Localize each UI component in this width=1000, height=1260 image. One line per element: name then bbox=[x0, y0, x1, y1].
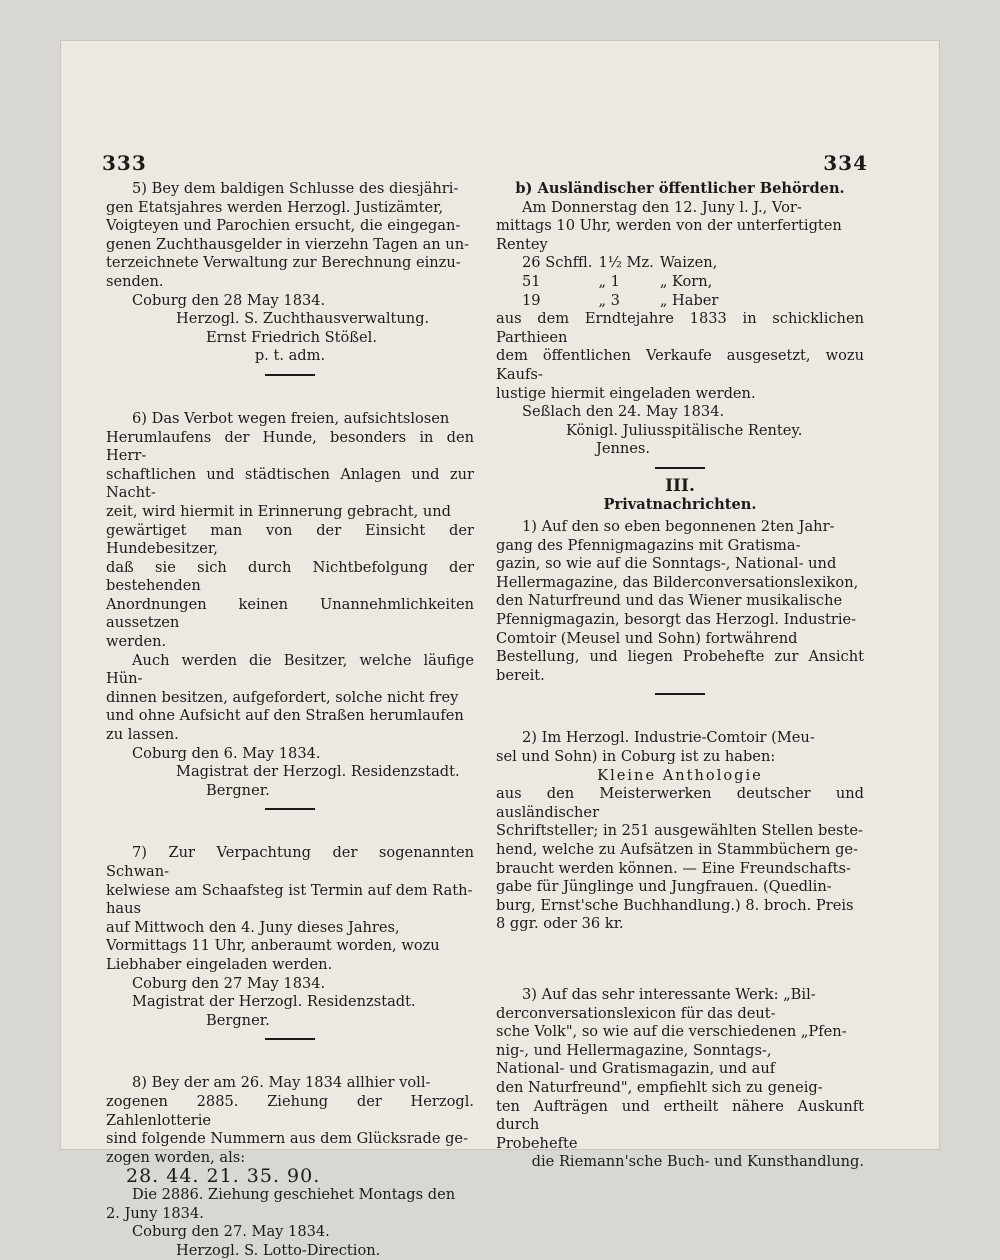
signer-name: Bergner. bbox=[206, 781, 270, 799]
signer-note: p. t. adm. bbox=[254, 347, 326, 365]
notice-6 bbox=[106, 410, 474, 800]
signature: Magistrat der Herzogl. Residenzstadt. bbox=[176, 763, 460, 781]
right-column bbox=[496, 180, 864, 1172]
notice-grain-sale: Am Donnerstag den 12. Juny l. J., Vor- mittags 10 Uhr, werden von der unterfertigten Rentey 26 Schffl. 1½ Mz. Waizen, 51 „ 1 „ Korn, 19 „ 3 „ Haber aus dem Erndtejahre 1833 in schicklichen Parthieen dem öffentlichen Verkaufe ausgesetzt, wozu Kaufs- lustige hiermit eingeladen werden. Seßlach den 24. May 1834. Königl. Juliusspitälische Rentey. Jennes. bbox=[496, 198, 864, 458]
separator-rule bbox=[265, 808, 315, 810]
signer-name: Ernst Friedrich Stößel. bbox=[206, 328, 377, 346]
table-row: 26 Schffl. 1½ Mz. Waizen, bbox=[522, 254, 718, 272]
signature: Magistrat der Herzogl. Residenzstadt. bbox=[132, 993, 416, 1011]
private-notice-2: 2) Im Herzogl. Industrie-Comtoir (Meu- sel und Sohn) in Coburg ist zu haben: Kleine Anthologie aus den Meisterwerken deutscher und ausländischer Schriftsteller; in 251 ausgewählten Stellen beste- hend, welche zu Aufsätzen in Stammbüchern ge- braucht werden können. — Eine Freundschafts- gabe für Jünglinge und Jungfrauen. (Quedlin- burg, Ernst'sche Buchhandlung.) 8. broch. Preis 8 ggr. oder 36 kr. bbox=[496, 729, 864, 933]
signature: Herzogl. S. Zuchthausverwaltung. bbox=[176, 310, 430, 328]
signature: Herzogl. S. Lotto-Direction. bbox=[176, 1241, 381, 1259]
left-column bbox=[106, 180, 474, 1260]
page-number-right: 334 bbox=[823, 151, 868, 175]
private-notice-1: 1) Auf den so eben begonnenen 2ten Jahr- gang des Pfennigmagazins mit Gratisma- gazin, so wie auf die Sonntags-, National- und Hellermagazine, das Bilderconversationslexikon, den Naturfreund und das Wiener musikalische Pfennigmagazin, besorgt das Herzogl. Industrie- Comtoir (Meusel und Sohn) fortwährend Bestellung, und liegen Probehefte zur Ansicht bereit. bbox=[496, 518, 864, 684]
notice-5-text: 5) Bey dem baldigen Schlusse des diesjähri- gen Etatsjahres werden Herzogl. Justizämter, Voigteyen und Parochien ersucht, die eingegan- genen Zuchthausgelder in vierzehn Tagen an un- terzeichnete Verwaltung zur Berechnung einzu- senden. bbox=[106, 180, 470, 290]
private-notice-3: 3) Auf das sehr interessante Werk: „Bil- derconversationslexicon für das deut- sche Volk", so wie auf die verschiedenen „Pfen- nig-, und Hellermagazine, Sonntags-, National- und Gratismagazin, und auf den Naturfreund", empfiehlt sich zu geneig- ten Aufträgen und ertheilt nähere Auskunft durch Probehefte die Riemann'sche Buch- und Kunsthandlung. bbox=[496, 985, 864, 1171]
separator-rule bbox=[655, 693, 705, 695]
notice-7 bbox=[106, 844, 474, 1030]
notice-6-text: 6) Das Verbot wegen freien, aufsichtslosen Herumlaufens der Hunde, besonders in den Herr- schaftlichen und städtischen Anlagen und zur Nacht- zeit, wird hiermit in Erinnerung gebracht, und gewärtiget man von der Einsicht der Hundebesitzer, daß sie sich durch Nichtbefolgung der bestehenden Anordnungen keinen Unannehmlichkeiten aussetzen werden. Auch werden die Besitzer, welche läufige Hün- dinnen besitzen, aufgefordert, solche nicht frey und ohne Aufsicht auf den Straßen herumlaufen zu lassen. bbox=[106, 409, 474, 744]
notice-7-text: 7) Zur Verpachtung der sogenannten Schwan- kelwiese am Schaafsteg ist Termin auf dem Rath- haus auf Mittwoch den 4. Juny dieses Jahres, Vormittags 11 Uhr, anberaumt worden, wozu Liebhaber eingeladen werden. bbox=[106, 844, 474, 973]
date-line: Seßlach den 24. May 1834. bbox=[522, 403, 725, 421]
signature: die Riemann'sche Buch- und Kunsthandlung. bbox=[531, 1153, 864, 1171]
signer-name: Jennes. bbox=[596, 440, 651, 458]
separator-rule bbox=[265, 374, 315, 376]
date-line: Coburg den 27 May 1834. bbox=[132, 974, 326, 992]
signature: Königl. Juliusspitälische Rentey. bbox=[566, 421, 803, 439]
separator-rule bbox=[265, 1038, 315, 1040]
date-line: Coburg den 27. May 1834. bbox=[132, 1223, 330, 1241]
page-number-left: 333 bbox=[102, 151, 147, 175]
notice-8-text: 8) Bey der am 26. May 1834 allhier voll- zogenen 2885. Ziehung der Herzogl. Zahlenlotterie sind folgende Nummern aus dem Glücksrade ge- zogen worden, als: bbox=[106, 1074, 474, 1166]
grain-table bbox=[496, 254, 864, 310]
book-title: Kleine Anthologie bbox=[597, 766, 763, 784]
notice-5 bbox=[106, 180, 474, 366]
separator-rule bbox=[655, 467, 705, 469]
section-heading-private: Privatnachrichten. bbox=[603, 495, 757, 513]
notice-8: 8) Bey der am 26. May 1834 allhier voll- zogenen 2885. Ziehung der Herzogl. Zahlenlotterie sind folgende Nummern aus dem Glücksrade ge- zogen worden, als: 28. 44. 21. 35. 90. Die 2886. Ziehung geschiehet Montags den 2. Juny 1834. Coburg den 27. May 1834. Herzogl. S. Lotto-Direction. bbox=[106, 1074, 474, 1259]
date-line: Coburg den 28 May 1834. bbox=[132, 291, 326, 309]
lottery-numbers: 28. 44. 21. 35. 90. bbox=[126, 1165, 321, 1188]
table-row: 19 „ 3 „ Haber bbox=[522, 291, 719, 309]
scanned-page bbox=[60, 40, 940, 1259]
section-number: III. bbox=[665, 475, 695, 496]
signer-name: Bergner. bbox=[206, 1011, 270, 1029]
table-row: 51 „ 1 „ Korn, bbox=[522, 272, 713, 290]
section-heading-b: b) Ausländischer öffentlicher Behörden. bbox=[515, 180, 845, 197]
date-line: Coburg den 6. May 1834. bbox=[132, 744, 321, 762]
